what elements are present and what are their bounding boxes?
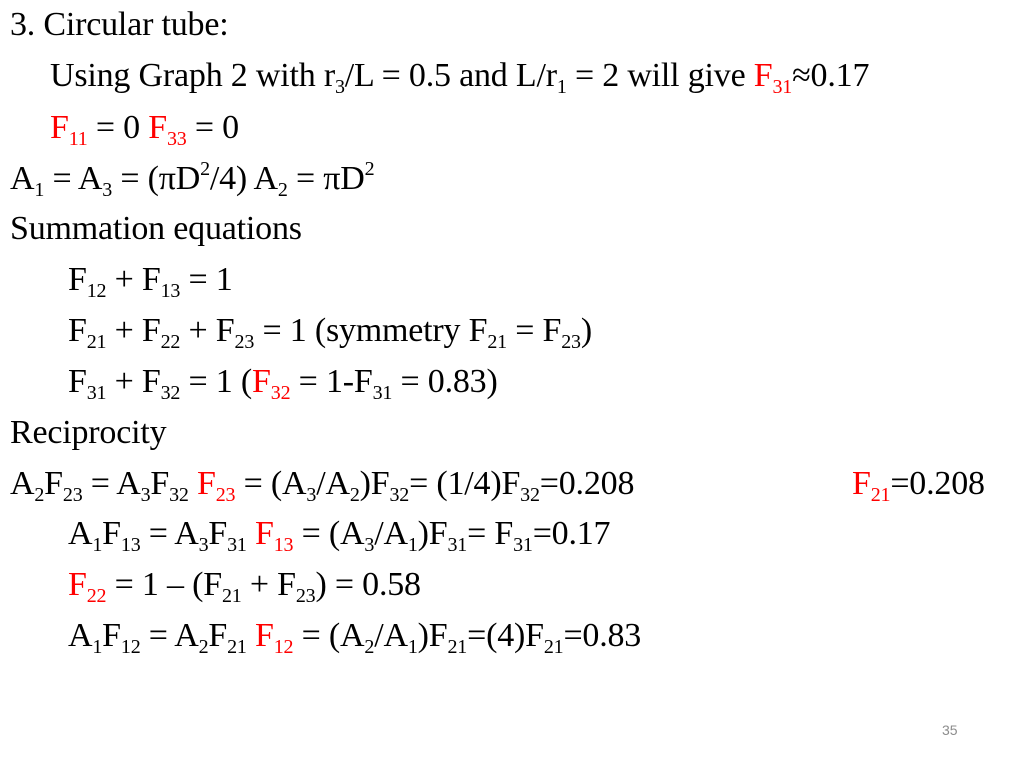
superscript: 2 — [364, 158, 375, 180]
equation-text: = A — [44, 160, 103, 197]
equation-text: A — [68, 515, 93, 552]
equation-text — [189, 465, 197, 502]
equation-text: = 1 ( — [180, 363, 253, 400]
subscript: 1 — [407, 636, 418, 658]
summation-heading: Summation equations — [10, 210, 302, 247]
equation-text: F — [208, 617, 228, 654]
summation-equation-3 — [68, 362, 498, 402]
subscript: 3 — [306, 484, 317, 506]
equation-text: )F — [359, 465, 390, 502]
subscript: 22 — [160, 331, 181, 353]
subscript: 2 — [349, 484, 360, 506]
equation-text: ) = 0.58 — [315, 566, 421, 603]
equation-text: F — [197, 465, 216, 502]
equation-text: F — [68, 363, 87, 400]
equation-text: A — [10, 160, 35, 197]
reciprocity-equation-3 — [68, 616, 641, 656]
subscript: 23 — [234, 331, 255, 353]
equation-text: = A — [82, 465, 141, 502]
subscript: 32 — [169, 484, 189, 506]
subscript: 23 — [62, 484, 83, 506]
equation-text: =(4)F — [467, 617, 544, 654]
equation-text: F — [50, 109, 69, 146]
subscript: 31 — [86, 382, 107, 404]
area-line — [10, 159, 374, 199]
equation-text: = 0 — [87, 109, 149, 146]
equation-text: =0.17 — [532, 515, 611, 552]
equation-text: F — [102, 617, 121, 654]
equation-text: F — [102, 515, 121, 552]
equation-text: + F — [106, 363, 161, 400]
equation-text: = 1-F — [290, 363, 373, 400]
subscript: 2 — [198, 636, 209, 658]
subscript: 21 — [870, 484, 891, 506]
subscript: 1 — [556, 76, 567, 98]
equation-text: ≈0.17 — [792, 57, 870, 94]
equation-text: = (A — [293, 515, 365, 552]
equation-text: /L = 0.5 and L/r — [344, 57, 557, 94]
equation-text: = 1 – (F — [106, 566, 222, 603]
subscript: 13 — [160, 280, 181, 302]
equation-text: = A — [140, 515, 199, 552]
equation-text: =0.208 — [539, 465, 635, 502]
subscript: 21 — [221, 585, 242, 607]
equation-text: A — [10, 465, 35, 502]
subscript: 32 — [520, 484, 540, 506]
equation-text: F — [753, 57, 773, 94]
slide-heading: 3. Circular tube: — [10, 6, 229, 43]
page-number: 35 — [942, 722, 958, 738]
subscript: 23 — [295, 585, 316, 607]
subscript: 2 — [364, 636, 375, 658]
subscript: 3 — [364, 534, 375, 556]
equation-text: = F — [506, 312, 562, 349]
equation-text: /A — [374, 617, 408, 654]
equation-text: F — [852, 465, 871, 502]
subscript: 12 — [273, 636, 294, 658]
equation-text: F — [68, 261, 87, 298]
subscript: 31 — [772, 76, 793, 98]
subscript: 22 — [86, 585, 107, 607]
subscript: 3 — [102, 179, 113, 201]
equation-text: = 1 (symmetry F — [254, 312, 488, 349]
equation-text: F — [252, 363, 271, 400]
equation-text: =0.208 — [890, 465, 985, 502]
subscript: 21 — [86, 331, 107, 353]
subscript: 13 — [120, 534, 141, 556]
equation-text: F — [68, 566, 87, 603]
superscript: 2 — [200, 158, 210, 180]
equation-text: = 0.83) — [392, 363, 498, 400]
equation-text: =0.83 — [563, 617, 642, 654]
subscript: 3 — [198, 534, 209, 556]
subscript: 12 — [86, 280, 107, 302]
equation-text — [247, 617, 255, 654]
f22-equation — [68, 565, 421, 605]
subscript: 32 — [270, 382, 291, 404]
subscript: 3 — [334, 76, 345, 98]
subscript: 3 — [140, 484, 151, 506]
reciprocity-heading: Reciprocity — [10, 414, 167, 451]
equation-text: A — [68, 617, 93, 654]
equation-text: Using Graph 2 with r — [50, 57, 335, 94]
reciprocity-equation-2 — [68, 514, 610, 554]
equation-text: + F — [180, 312, 235, 349]
subscript: 21 — [487, 331, 507, 353]
equation-text: = (1/4)F — [409, 465, 521, 502]
reciprocity-f21-result — [852, 464, 985, 504]
summation-equation-2 — [68, 311, 592, 351]
subscript: 2 — [277, 179, 288, 201]
subscript: 11 — [68, 128, 88, 150]
subscript: 1 — [92, 636, 103, 658]
subscript: 23 — [561, 331, 581, 353]
subscript: 12 — [120, 636, 141, 658]
subscript: 21 — [543, 636, 564, 658]
equation-text: )F — [417, 515, 448, 552]
equation-text: + F — [106, 261, 161, 298]
equation-text: /A — [316, 465, 350, 502]
equation-text: = F — [467, 515, 514, 552]
equation-text: = (A — [235, 465, 307, 502]
self-view-factor-line — [50, 108, 239, 148]
subscript: 2 — [34, 484, 45, 506]
subscript: 1 — [92, 534, 103, 556]
equation-text: = 1 — [180, 261, 233, 298]
equation-text: = πD — [287, 160, 365, 197]
equation-text: = 2 will give — [566, 57, 754, 94]
subscript: 1 — [407, 534, 418, 556]
equation-text: = (A — [293, 617, 365, 654]
equation-text: F — [68, 312, 87, 349]
equation-text: = A — [140, 617, 199, 654]
equation-text: F — [255, 617, 274, 654]
subscript: 31 — [447, 534, 468, 556]
subscript: 13 — [273, 534, 294, 556]
subscript: 31 — [227, 534, 247, 556]
subscript: 32 — [389, 484, 410, 506]
subscript: 32 — [160, 382, 181, 404]
subscript: 1 — [34, 179, 45, 201]
equation-text: = 0 — [186, 109, 239, 146]
equation-text: F — [255, 515, 274, 552]
equation-text: /4) A — [209, 160, 278, 197]
reciprocity-equation-1 — [10, 464, 634, 504]
equation-text: /A — [374, 515, 408, 552]
equation-text: = (πD — [112, 160, 201, 197]
equation-text: )F — [417, 617, 448, 654]
equation-text: F — [44, 465, 63, 502]
graph-line — [50, 56, 869, 96]
equation-text — [247, 515, 255, 552]
equation-text: + F — [106, 312, 161, 349]
equation-text: F — [150, 465, 170, 502]
equation-text: ) — [580, 312, 592, 349]
subscript: 33 — [166, 128, 187, 150]
summation-equation-1 — [68, 260, 233, 300]
subscript: 31 — [513, 534, 533, 556]
equation-text: F — [148, 109, 167, 146]
equation-text: + F — [241, 566, 296, 603]
subscript: 21 — [447, 636, 468, 658]
equation-text: F — [208, 515, 228, 552]
subscript: 23 — [215, 484, 236, 506]
subscript: 31 — [372, 382, 393, 404]
subscript: 21 — [227, 636, 247, 658]
